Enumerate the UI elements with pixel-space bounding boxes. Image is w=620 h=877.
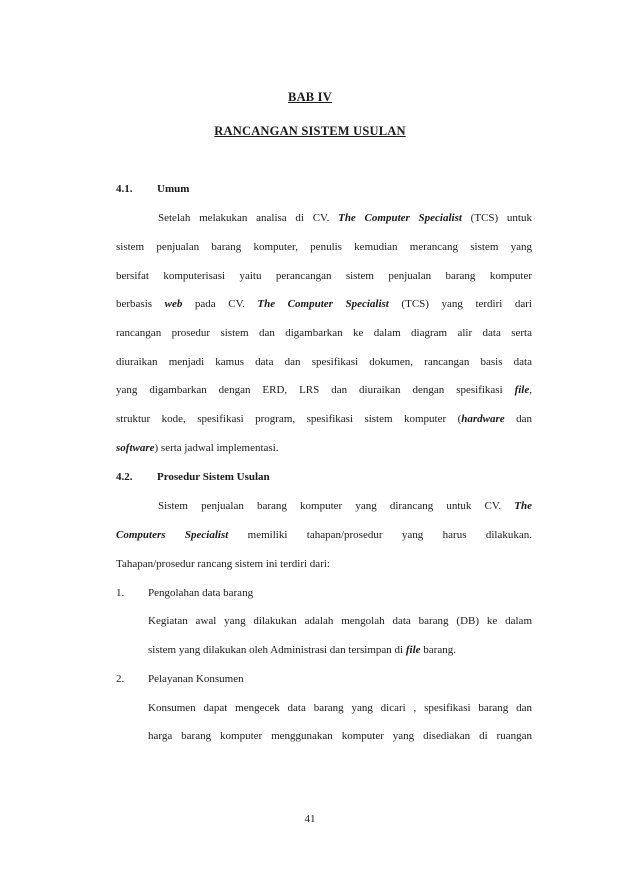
text-line: Sistem penjualan barang komputer yang dirancang untuk CV. The — [158, 500, 532, 512]
emphasis-term: The Computer Specialist — [338, 212, 462, 224]
emphasis-term: The — [514, 500, 532, 512]
list-title: Pelayanan Konsumen — [148, 673, 244, 685]
text-line: sistem yang dilakukan oleh Administrasi dan tersimpan di file barang. — [148, 644, 456, 656]
text-line: Setelah melakukan analisa di CV. The Computer Specialist (TCS) untuk — [158, 212, 532, 224]
text-line: rancangan prosedur sistem dan digambarkan ke dalam diagram alir data serta — [116, 327, 532, 339]
list-number: 2. — [116, 673, 125, 685]
text-line: Tahapan/prosedur rancang sistem ini terdiri dari: — [116, 558, 330, 570]
emphasis-term: software — [116, 442, 155, 454]
chapter-label: BAB IV — [288, 90, 332, 104]
text-line: struktur kode, spesifikasi program, spesifikasi sistem komputer (hardware dan — [116, 413, 532, 425]
text-line: yang digambarkan dengan ERD, LRS dan diuraikan dengan spesifikasi file, — [116, 384, 532, 396]
section-heading-4-2 — [116, 470, 270, 484]
section-title: Prosedur Sistem Usulan — [157, 471, 270, 483]
emphasis-term: file — [405, 644, 421, 656]
list-title: Pengolahan data barang — [148, 587, 254, 599]
emphasis-term: file — [514, 384, 530, 396]
chapter-title: RANCANGAN SISTEM USULAN — [214, 124, 406, 138]
section-heading-4-1 — [116, 182, 189, 196]
text-line: software) serta jadwal implementasi. — [116, 442, 279, 454]
section-title: Umum — [157, 183, 190, 195]
text-line: bersifat komputerisasi yaitu perancangan sistem penjualan barang komputer — [116, 270, 532, 282]
text-line: sistem penjualan barang komputer, penulis kemudian merancang sistem yang — [116, 241, 532, 253]
emphasis-term: Computers Specialist — [116, 529, 229, 541]
page-number: 41 — [304, 813, 316, 825]
emphasis-term: web — [164, 298, 183, 310]
text-line: harga barang komputer menggunakan komputer yang disediakan di ruangan — [148, 730, 532, 742]
text-line: Computers Specialist memiliki tahapan/prosedur yang harus dilakukan. — [116, 529, 532, 541]
emphasis-term: hardware — [461, 413, 505, 425]
section-number: 4.1. — [116, 183, 133, 195]
text-line: berbasis web pada CV. The Computer Specialist (TCS) yang terdiri dari — [116, 298, 532, 310]
list-number: 1. — [116, 587, 125, 599]
text-line: diuraikan menjadi kamus data dan spesifikasi dokumen, rancangan basis data — [116, 356, 532, 368]
emphasis-term: The Computer Specialist — [257, 298, 389, 310]
section-number: 4.2. — [116, 471, 133, 483]
text-line: Kegiatan awal yang dilakukan adalah mengolah data barang (DB) ke dalam — [148, 615, 532, 627]
text-line: Konsumen dapat mengecek data barang yang dicari , spesifikasi barang dan — [148, 702, 532, 714]
